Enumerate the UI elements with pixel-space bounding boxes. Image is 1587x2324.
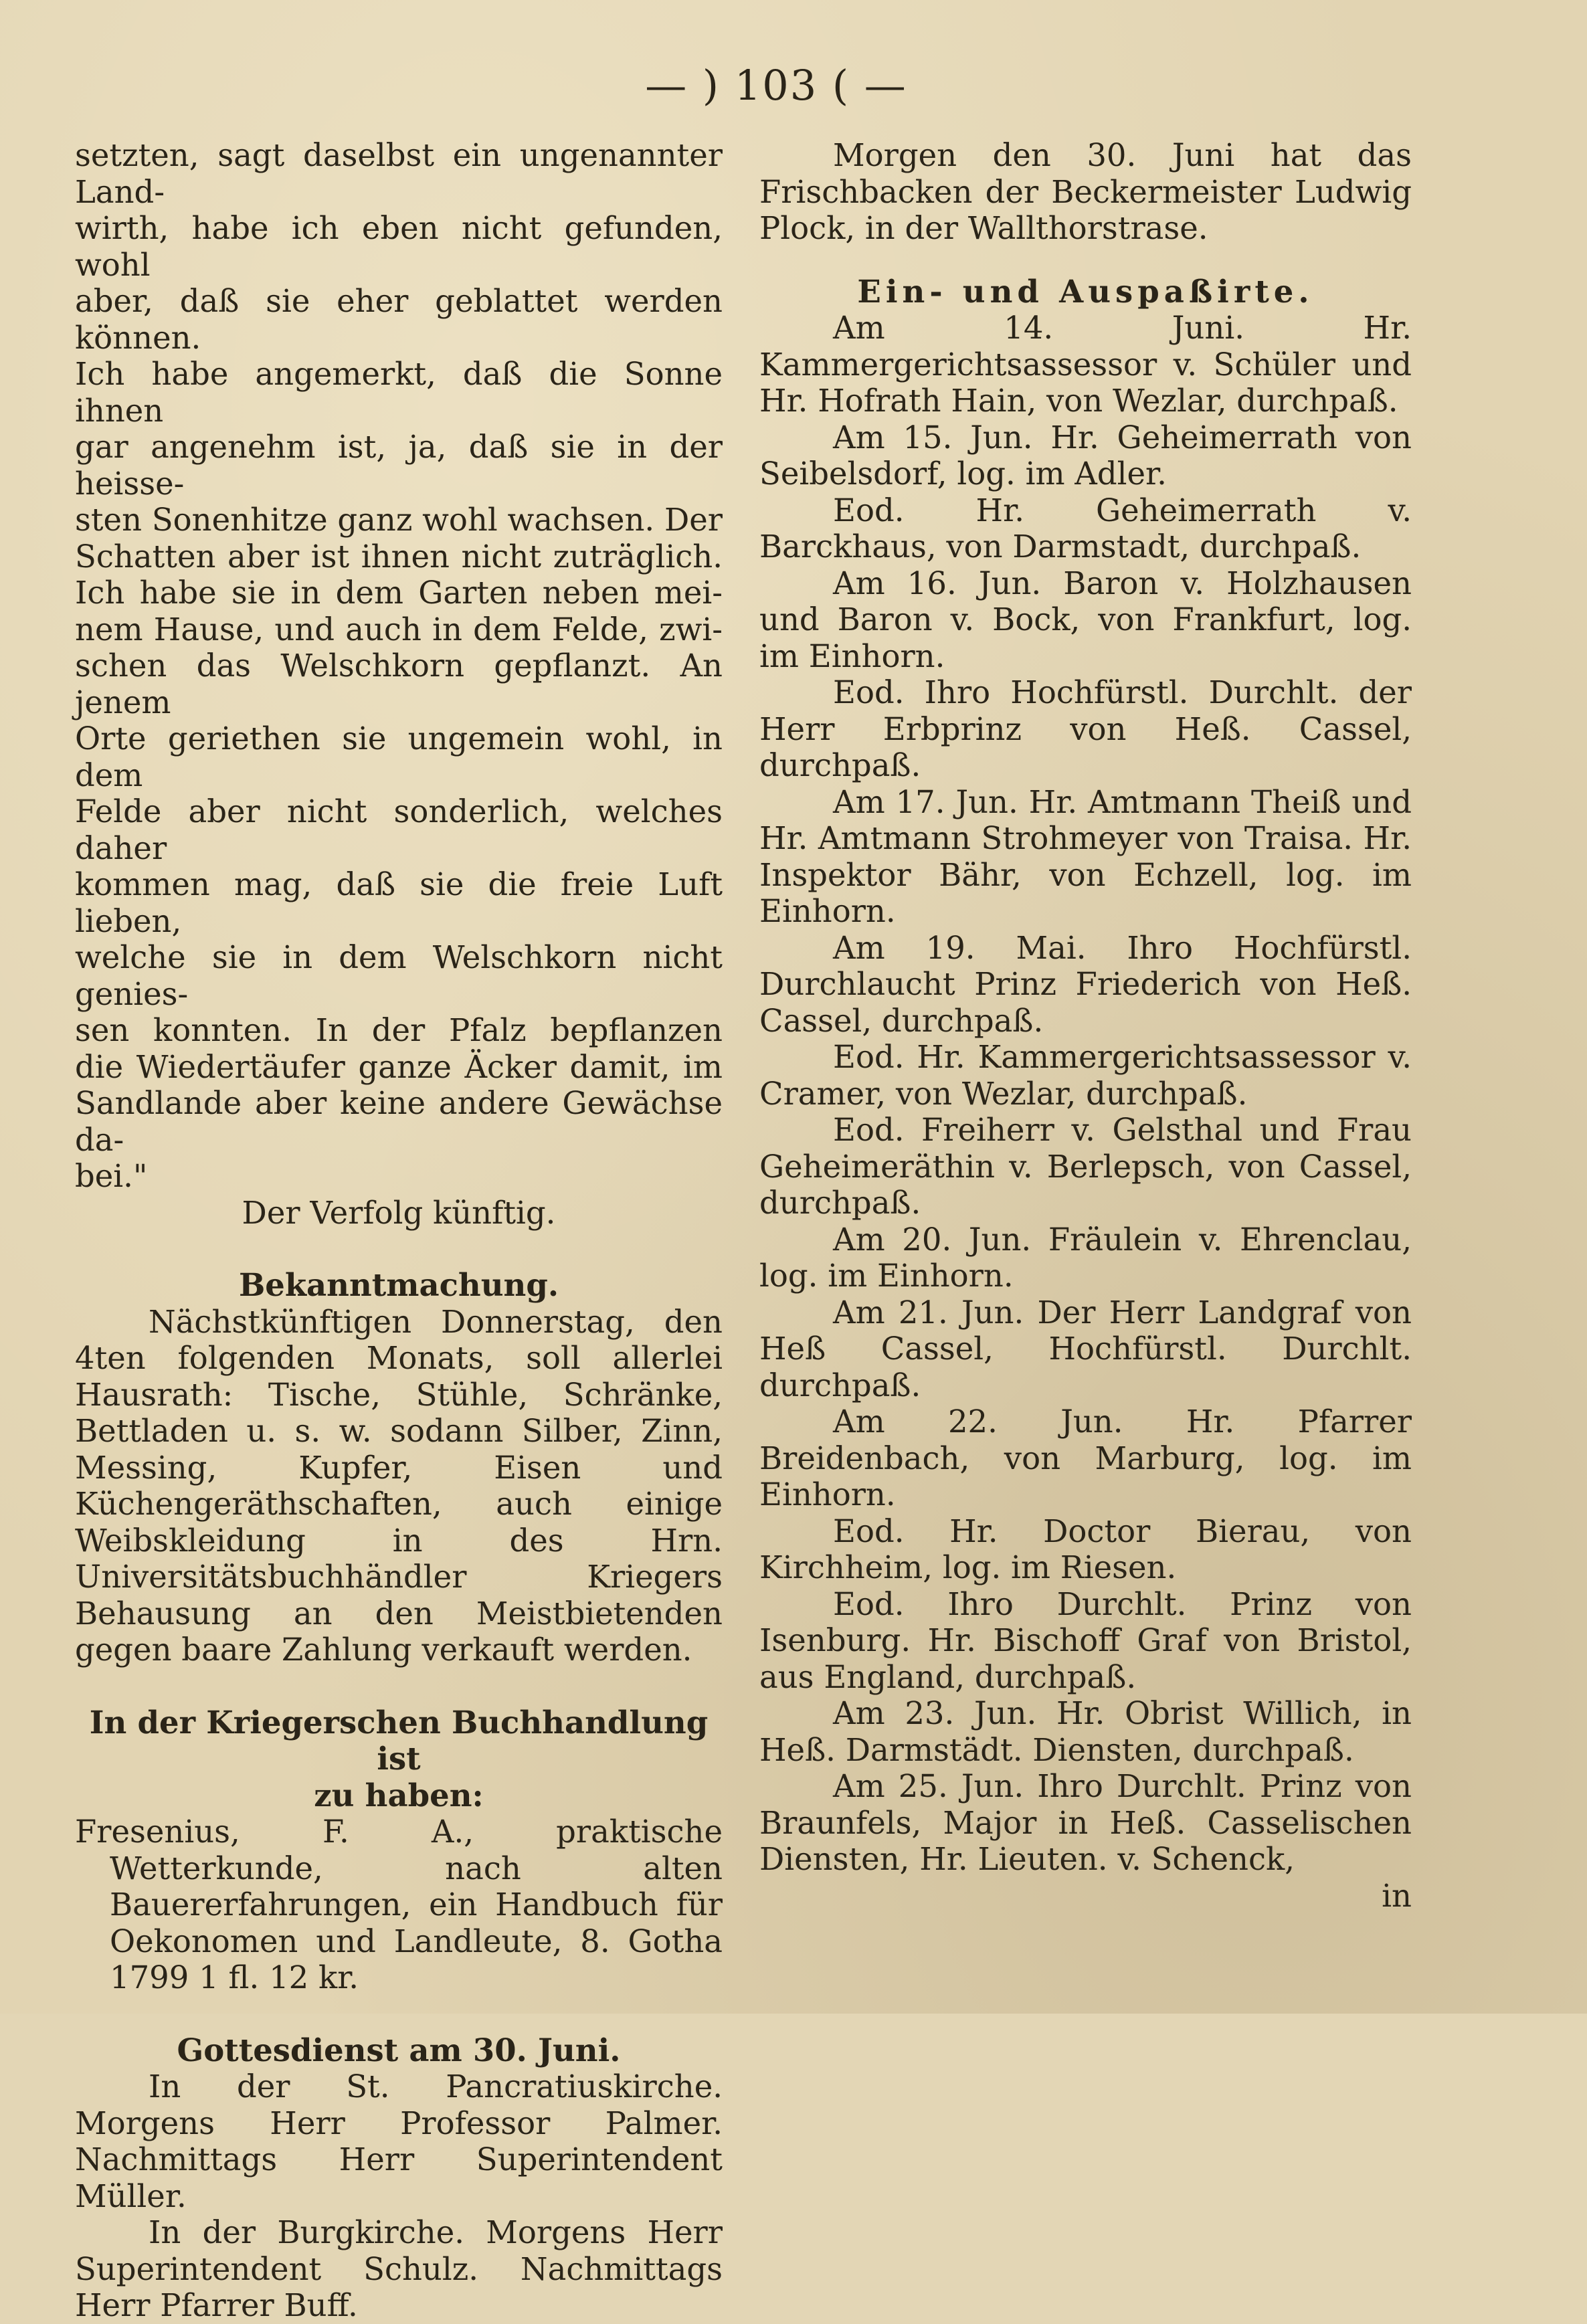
arrival-entry: Am 23. Jun. Hr. Obrist Willich, in Heß. Darmstädt. Diensten, durchpaß. (759, 1695, 1412, 1768)
arrival-entry: Am 17. Jun. Hr. Amtmann Theiß und Hr. Amtmann Strohmeyer von Traisa. Hr. Inspektor Bähr, von Echzell, log. im Einhorn. (759, 783, 1412, 929)
arrival-entry: Am 25. Jun. Ihro Durchlt. Prinz von Braunfels, Major in Heß. Casselischen Diensten, Hr. Lieuten. v. Schenck, (759, 1768, 1412, 1877)
article-line: Schatten aber ist ihnen nicht zuträglich. (75, 538, 723, 575)
arrival-entry: Eod. Ihro Hochfürstl. Durchlt. der Herr Erbprinz von Heß. Cassel, durchpaß. (759, 674, 1412, 783)
service-item: In der Burgkirche. Morgens Herr Superintendent Schulz. Nachmittags Herr Pfarrer Buff. (75, 2214, 723, 2323)
bookshop-heading-cont: zu haben: (314, 1776, 484, 1814)
bookshop-section (75, 1705, 723, 1996)
arrival-entry: Am 21. Jun. Der Herr Landgraf von Heß Cassel, Hochfürstl. Durchlt. durchpaß. (759, 1294, 1412, 1403)
announcement-section (75, 1267, 723, 1668)
arrival-entry: Am 14. Juni. Hr. Kammergerichtsassessor v. Schüler und Hr. Hofrath Hain, von Wezlar, durchpaß. (759, 310, 1412, 419)
article-line: setzten, sagt daselbst ein ungenannter Land- (75, 137, 723, 210)
article-line: wirth, habe ich eben nicht gefunden, wohl (75, 210, 723, 283)
arrival-entry: Am 19. Mai. Ihro Hochfürstl. Durchlaucht Prinz Friederich von Heß. Cassel, durchpaß. (759, 929, 1412, 1039)
arrival-entry: Am 20. Jun. Fräulein v. Ehrenclau, log. im Einhorn. (759, 1221, 1412, 1294)
article-line: bei." (75, 1158, 148, 1194)
article-continuation (75, 137, 723, 1231)
service-item: In der St. Pancratiuskirche. Morgens Herr Professor Palmer. Nachmittags Herr Superintendent Müller. (75, 2068, 723, 2214)
article-line: die Wiedertäufer ganze Äcker damit, im (75, 1048, 723, 1085)
bookshop-heading: In der Kriegerschen Buchhandlung ist (89, 1703, 709, 1777)
bakery-notice: Morgen den 30. Juni hat das Frischbacken der Beckermeister Ludwig Plock, in der Wallthorstrase. (759, 137, 1412, 246)
catchword: in (1382, 1877, 1412, 1914)
article-line: Ich habe sie in dem Garten neben mei- (75, 575, 723, 611)
article-line: schen das Welschkorn gepflanzt. An jenem (75, 648, 723, 720)
article-line: Felde aber nicht sonderlich, welches daher (75, 793, 723, 866)
article-line: aber, daß sie eher geblattet werden können. (75, 283, 723, 356)
page-number: — ) 103 ( — (645, 61, 907, 110)
announcement-text: Nächstkünftigen Donnerstag, den 4ten folgenden Monats, soll allerlei Hausrath: Tische, Stühle, Schränke, Bettladen u. s. w. sodann Silber, Zinn, Messing, Kupfer, Eisen und Küchengeräthschaften, auch einige Weibskleidung in des Hrn. Universitätsbuchhändler Kriegers Behausung an den Meistbietenden gegen baare Zahlung verkauft werden. (75, 1303, 723, 1668)
arrival-entry: Eod. Freiherr v. Gelsthal und Frau Geheimeräthin v. Berlepsch, von Cassel, durchpaß. (759, 1112, 1412, 1221)
arrival-entry: Am 22. Jun. Hr. Pfarrer Breidenbach, von Marburg, log. im Einhorn. (759, 1403, 1412, 1513)
arrival-entry: Am 15. Jun. Hr. Geheimerrath von Seibelsdorf, log. im Adler. (759, 419, 1412, 492)
continuation-note: Der Verfolg künftig. (242, 1194, 556, 1231)
arrivals-section (759, 274, 1412, 1915)
article-line: sten Sonenhitze ganz wohl wachsen. Der (75, 502, 723, 538)
right-column (759, 137, 1412, 1914)
article-line: Sandlande aber keine andere Gewächse da- (75, 1085, 723, 1158)
article-line: Orte geriethen sie ungemein wohl, in dem (75, 720, 723, 793)
article-line: sen konnten. In der Pfalz bepflanzen (75, 1012, 723, 1048)
arrival-entry: Eod. Ihro Durchlt. Prinz von Isenburg. Hr. Bischoff Graf von Bristol, aus England, durchpaß. (759, 1585, 1412, 1695)
article-line: welche sie in dem Welschkorn nicht genies- (75, 939, 723, 1012)
article-line: Ich habe angemerkt, daß die Sonne ihnen (75, 356, 723, 429)
arrivals-heading: Ein- und Auspaßirte. (857, 272, 1314, 310)
arrival-entry: Eod. Hr. Doctor Bierau, von Kirchheim, log. im Riesen. (759, 1513, 1412, 1585)
arrival-entry: Am 16. Jun. Baron v. Holzhausen und Baron v. Bock, von Frankfurt, log. im Einhorn. (759, 565, 1412, 674)
article-line: kommen mag, daß sie die freie Luft lieben, (75, 866, 723, 939)
service-section (75, 2032, 723, 2324)
service-heading: Gottesdienst am 30. Juni. (177, 2031, 621, 2068)
article-line: nem Hause, und auch in dem Felde, zwi- (75, 611, 723, 648)
announcement-heading: Bekanntmachung. (238, 1266, 559, 1303)
article-line: gar angenehm ist, ja, daß sie in der heisse- (75, 429, 723, 502)
arrival-entry: Eod. Hr. Kammergerichtsassessor v. Cramer, von Wezlar, durchpaß. (759, 1039, 1412, 1112)
arrival-entry: Eod. Hr. Geheimerrath v. Barckhaus, von Darmstadt, durchpaß. (759, 492, 1412, 565)
book-entry: Fresenius, F. A., praktische Wetterkunde, nach alten Bauererfahrungen, ein Handbuch für Oekonomen und Landleute, 8. Gotha 1799 1 fl. 12 kr. (75, 1814, 723, 1996)
left-column (75, 137, 723, 2324)
